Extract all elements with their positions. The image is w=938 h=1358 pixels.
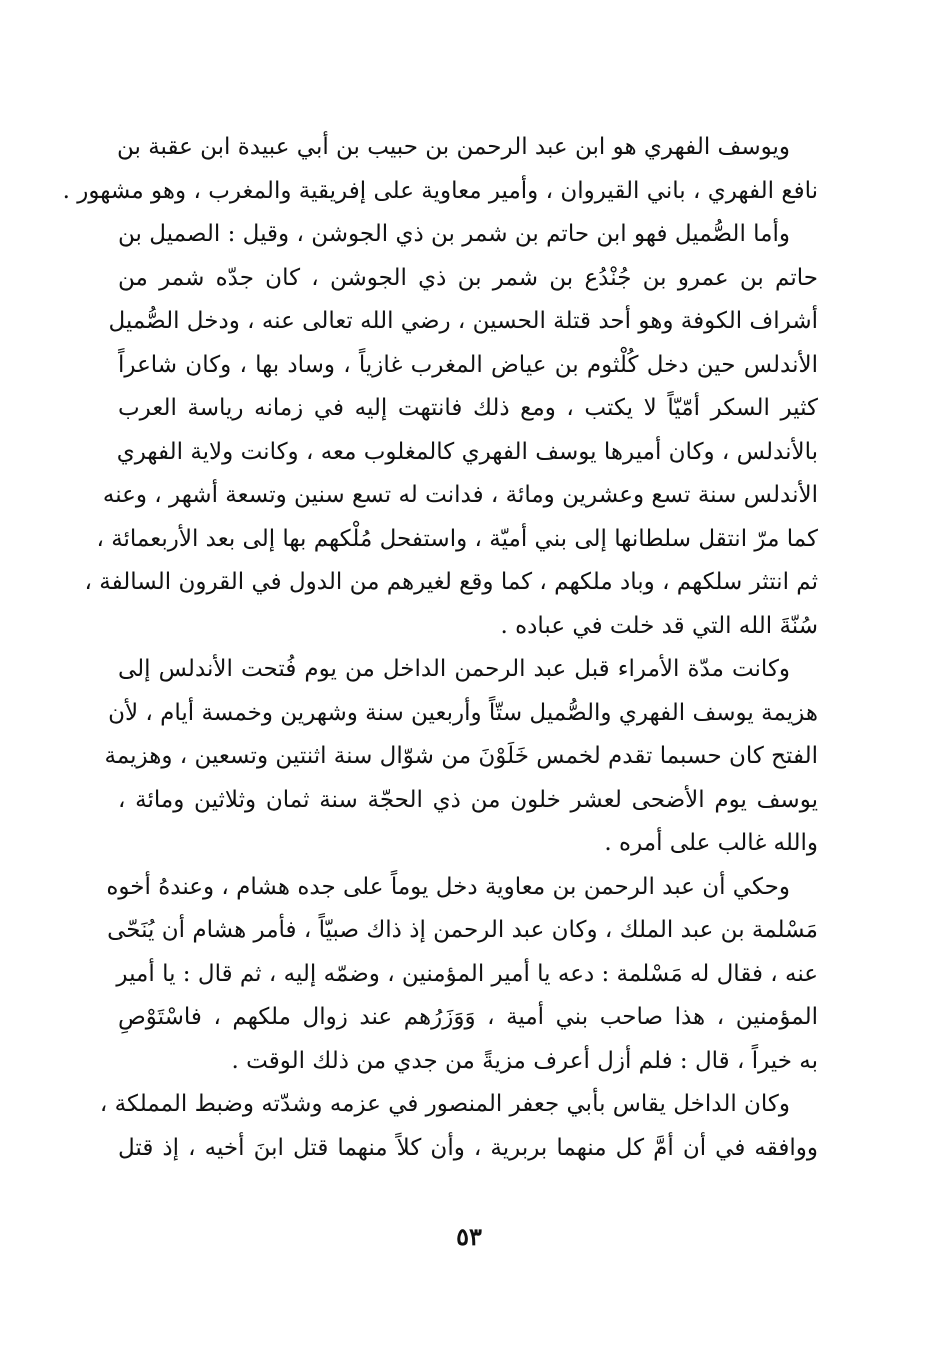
- text-line: والله غالب على أمره .: [604, 830, 818, 856]
- text-line: حاتم بن عمرو بن جُنْدُع بن شمر بن ذي الجوشن ، كان جدّه شمر من: [118, 264, 818, 291]
- text-line: ووافقه في أن أمَّ كل منهما بربرية ، وأن كلاً منهما قتل ابنَ أخيه ، إذ قتل: [118, 1134, 818, 1161]
- body-text: [62, 126, 818, 1170]
- text-line: ثم انتثر سلكهم ، وباد ملكهم ، كما وقع لغيرهم من الدول في القرون السالفة ،: [84, 569, 818, 595]
- text-line: هزيمة يوسف الفهري والصُّميل ستّاً وأربعين سنة وشهرين وخمسة أيام ، لأن: [108, 699, 818, 726]
- text-line: بالأندلس ، وكان أميرها يوسف الفهري كالمغلوب معه ، وكانت ولاية الفهري: [116, 438, 818, 465]
- text-line: وكانت مدّة الأمراء قبل عبد الرحمن الداخل من يوم فُتحت الأندلس إلى: [118, 656, 790, 682]
- text-line: الأندلس حين دخل كُلْثوم بن عياض المغرب غازياً ، وساد بها ، وكان شاعراً: [118, 351, 818, 378]
- text-line: نافع الفهري ، باني القيروان ، وأمير معاوية على إفريقية والمغرب ، وهو مشهور .: [62, 177, 818, 204]
- text-line: كما مرّ انتقل سلطانها إلى بني أميّة ، واستفحل مُلْكهم بها إلى بعد الأربعمائة ،: [96, 525, 818, 552]
- text-line: سُنّةَ الله التي قد خلت في عباده .: [500, 612, 818, 639]
- text-line: الفتح كان حسبما تقدم لخمس خَلَوْنَ من شوّال سنة اثنتين وتسعين ، وهزيمة: [104, 743, 818, 769]
- text-line: به خيراً ، قال : فلم أزل أعرف مزيةً من جدي من ذلك الوقت .: [231, 1047, 818, 1074]
- text-line: أشراف الكوفة وهو أحد قتلة الحسين ، رضي الله تعالى عنه ، ودخل الصُّميل: [108, 308, 818, 334]
- text-line: الأندلس سنة تسع وعشرين ومائة ، فدانت له تسع سنين وتسعة أشهر ، وعنه: [102, 482, 818, 508]
- text-line: المؤمنين ، هذا صاحب بني أمية ، وَوَزَرُهم عند زوال ملكهم ، فاسْتَوْصِ: [118, 1004, 818, 1030]
- text-line: وحكي أن عبد الرحمن بن معاوية دخل يوماً على جده هشام ، وعندهُ أخوه: [106, 873, 790, 900]
- text-line: عنه ، فقال له مَسْلمة : دعه يا أمير المؤمنين ، وضمّه إليه ، ثم قال : يا أمير: [116, 960, 818, 987]
- text-line: كثير السكر أمّيّاً لا يكتب ، ومع ذلك فانتهت إليه في زمانه رياسة العرب: [118, 395, 818, 421]
- text-line: وكان الداخل يقاس بأبي جعفر المنصور في عزمه وشدّته وضبط المملكة ،: [99, 1091, 790, 1117]
- text-line: مَسْلمة بن عبد الملك ، وكان عبد الرحمن إذ ذاك صبيّاً ، فأمر هشام أن يُنَحّى: [107, 917, 818, 943]
- text-line: يوسف يوم الأضحى لعشر خلون من ذي الحجّة سنة ثمان وثلاثين ومائة ،: [118, 786, 818, 813]
- text-line: ويوسف الفهري هو ابن عبد الرحمن بن حبيب بن أبي عبيدة ابن عقبة بن: [116, 134, 790, 160]
- page-number: ٥٣: [456, 1222, 482, 1251]
- text-line: وأما الصُّميل فهو ابن حاتم بن شمر بن ذي الجوشن ، وقيل : الصميل بن: [118, 221, 790, 247]
